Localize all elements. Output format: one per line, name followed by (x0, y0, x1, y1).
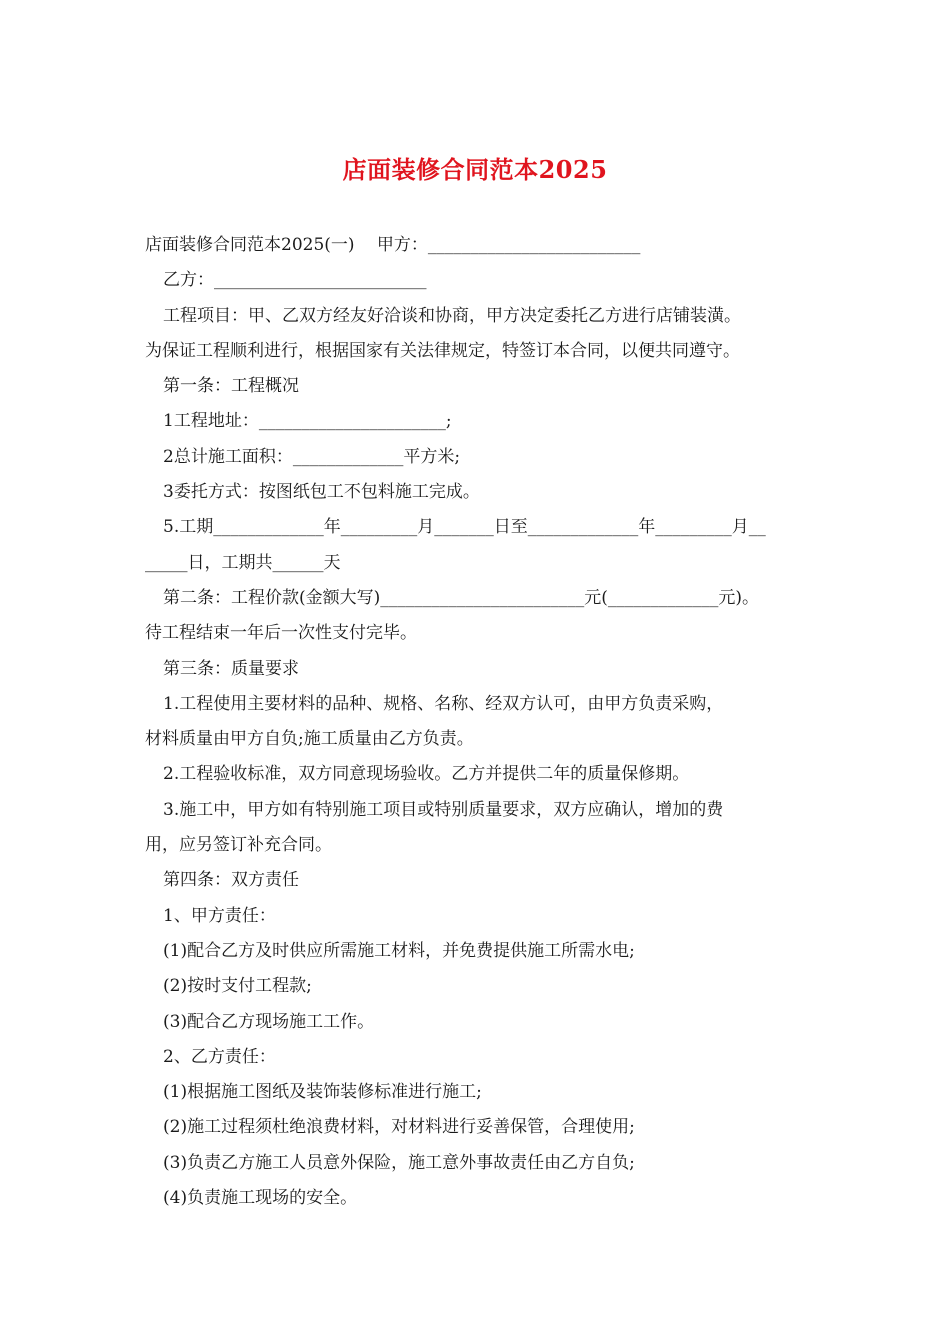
document-body (145, 228, 810, 1216)
body-line: 2总计施工面积：_____________平方米; (163, 446, 461, 467)
body-line: 1工程地址：______________________; (163, 411, 452, 432)
body-line: 第一条：工程概况 (163, 376, 299, 397)
body-line: (1)根据施工图纸及装饰装修标准进行施工; (163, 1082, 482, 1103)
body-line: 2、乙方责任： (163, 1046, 276, 1067)
document-title: 店面装修合同范本2025 (342, 155, 608, 184)
body-line: (1)配合乙方及时供应所需施工材料，并免费提供施工所需水电; (163, 940, 635, 961)
body-line: (2)施工过程须杜绝浪费材料，对材料进行妥善保管，合理使用; (163, 1117, 635, 1138)
body-line: 为保证工程顺利进行，根据国家有关法律规定，特签订本合同，以便共同遵守。 (145, 340, 740, 361)
body-line: 乙方：_________________________ (163, 270, 427, 291)
body-line: 3.施工中，甲方如有特别施工项目或特别质量要求，双方应确认，增加的费 (163, 799, 724, 820)
body-line: (2)按时支付工程款; (163, 976, 312, 997)
body-line: 2.工程验收标准，双方同意现场验收。乙方并提供二年的质量保修期。 (163, 764, 690, 785)
body-line: 店面装修合同范本2025(一) 甲方：_________________________ (145, 235, 641, 255)
body-line: _____日，工期共______天 (145, 552, 341, 573)
body-line: 1、甲方责任： (163, 905, 276, 926)
body-line: 待工程结束一年后一次性支付完毕。 (145, 623, 417, 644)
body-line: 用，应另签订补充合同。 (145, 835, 332, 856)
body-line: (4)负责施工现场的安全。 (163, 1188, 358, 1209)
body-line: 第四条：双方责任 (163, 870, 299, 891)
body-line: 工程项目：甲、乙双方经友好洽谈和协商，甲方决定委托乙方进行店铺装潢。 (163, 305, 741, 326)
body-line: (3)负责乙方施工人员意外保险，施工意外事故责任由乙方自负; (163, 1152, 635, 1173)
body-line: (3)配合乙方现场施工工作。 (163, 1011, 375, 1032)
body-line: 第二条：工程价款(金额大写)________________________元(_____________元)。 (163, 587, 760, 608)
body-line: 材料质量由甲方自负;施工质量由乙方负责。 (145, 729, 474, 750)
body-line: 5.工期_____________年_________月_______日至_____________年_________月__ (163, 517, 766, 538)
body-line: 1.工程使用主要材料的品种、规格、名称、经双方认可，由甲方负责采购， (163, 693, 724, 714)
body-line: 第三条：质量要求 (163, 658, 299, 679)
body-line: 3委托方式：按图纸包工不包料施工完成。 (163, 482, 480, 503)
